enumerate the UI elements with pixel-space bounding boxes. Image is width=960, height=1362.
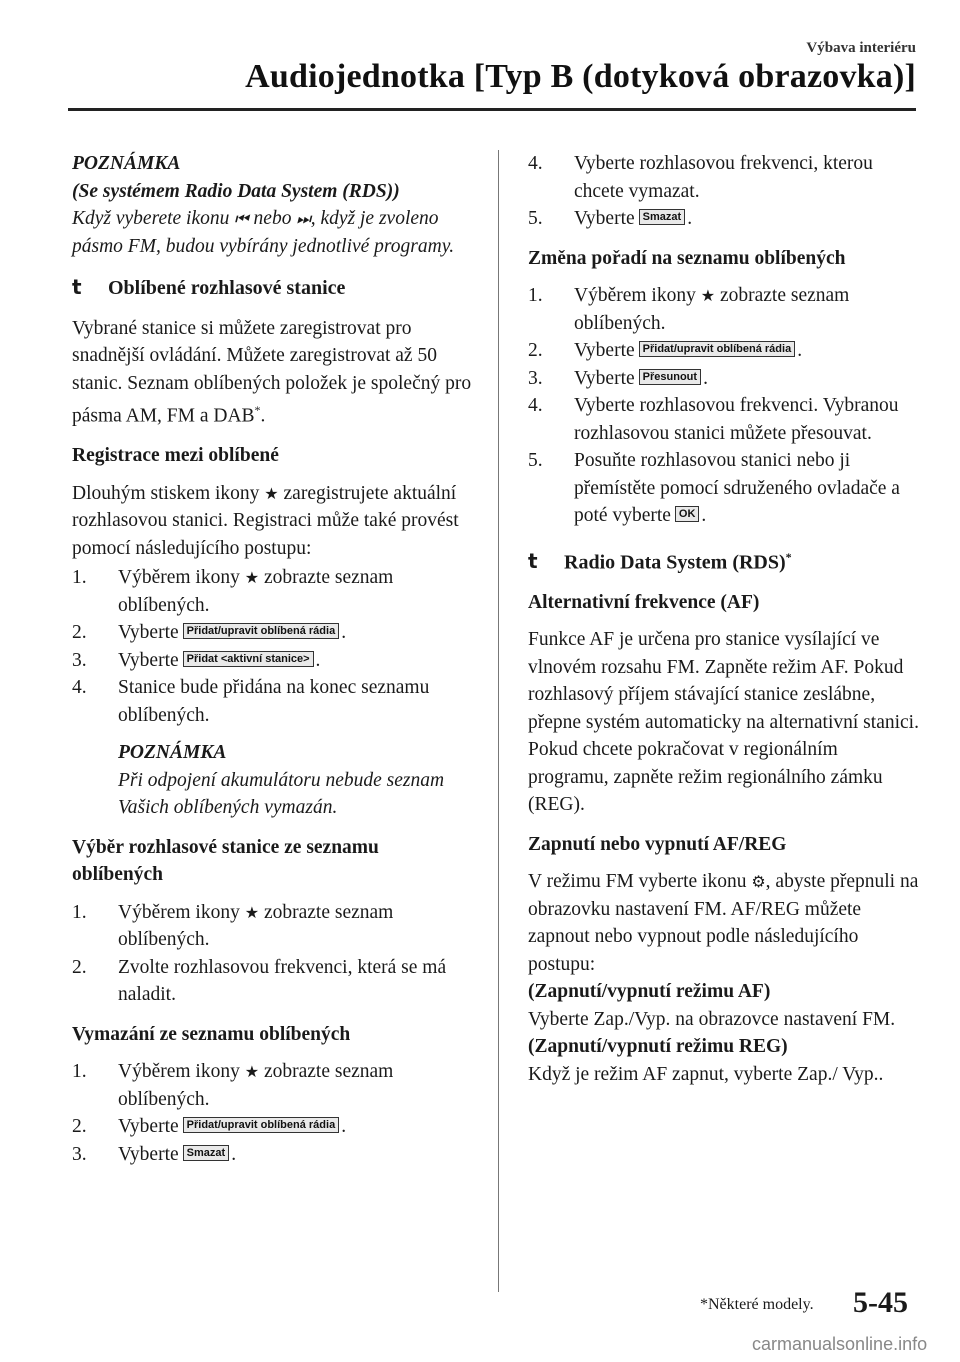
- step-number: 1.: [528, 285, 543, 306]
- ok-button[interactable]: OK: [675, 506, 700, 522]
- add-edit-favorites-button[interactable]: Přidat/upravit oblíbená rádia: [639, 341, 796, 357]
- list-item: [72, 954, 472, 1009]
- step-text: Výběrem ikony: [118, 901, 240, 923]
- registration-heading: Registrace mezi oblíbené: [72, 445, 279, 466]
- onoff-text-part: , abyste přepnuli na obrazovku nastavení FM. AF/REG můžete zapnout nebo vypnout podle následujícího postupu:: [528, 871, 919, 975]
- star-icon: ★: [264, 483, 279, 503]
- list-item: [72, 619, 472, 647]
- step-end: .: [701, 505, 707, 526]
- step-text: zobrazte seznam oblíbených.: [118, 1061, 394, 1110]
- step-end: .: [703, 367, 708, 389]
- seek-back-icon: ⏮: [234, 209, 249, 228]
- step-text: Výběrem ikony: [118, 1061, 240, 1082]
- add-edit-favorites-button[interactable]: Přidat/upravit oblíbená rádia: [183, 623, 340, 639]
- step-text: Posuňte rozhlasovou stanici nebo ji přemístěte pomocí sdruženého ovladače a poté vyberte: [574, 450, 900, 526]
- af-mode-text: Vyberte Zap./Vyp. na obrazovce nastavení FM.: [528, 1008, 896, 1030]
- note-text-part: Když vyberete ikonu: [72, 208, 230, 229]
- favorites-intro: [72, 315, 472, 431]
- add-active-station-button[interactable]: Přidat <aktivní stanice>: [183, 651, 314, 667]
- step-number: 1.: [72, 567, 87, 588]
- list-item: [528, 447, 920, 530]
- note-subheading: (Se systémem Radio Data System (RDS)): [72, 180, 400, 202]
- step-number: 1.: [72, 901, 87, 923]
- step-number: 5.: [528, 450, 543, 471]
- note-heading: POZNÁMKA: [72, 153, 181, 174]
- list-item: [528, 337, 920, 365]
- step-number: 3.: [72, 1143, 87, 1165]
- step-number: 3.: [72, 649, 87, 671]
- delete-button[interactable]: Smazat: [639, 209, 686, 225]
- af-reg-onoff-text: [528, 868, 920, 978]
- header-rule: [68, 108, 916, 111]
- step-number: 1.: [72, 1061, 87, 1082]
- note-text-part: nebo: [253, 208, 292, 229]
- list-item: [528, 205, 920, 233]
- af-text: Funkce AF je určena pro stanice vysílající ve vlnovém rozsahu FM. Zapněte režim AF. Pokud rozhlasový příjem stávající stanice zeslábne, přepne systém automaticky na alternativní stanici.: [528, 629, 919, 733]
- reorder-heading: Změna pořadí na seznamu oblíbených: [528, 247, 846, 269]
- add-edit-favorites-button[interactable]: Přidat/upravit oblíbená rádia: [183, 1117, 340, 1133]
- step-number: 2.: [528, 340, 543, 361]
- step-end: .: [341, 622, 347, 643]
- section-heading-favorites: [72, 274, 472, 303]
- af-reg-onoff-heading: Zapnutí nebo vypnutí AF/REG: [528, 833, 787, 855]
- star-icon: ★: [244, 568, 260, 587]
- right-column: [528, 150, 920, 1088]
- note-heading: POZNÁMKA: [118, 742, 227, 763]
- list-item: [72, 899, 472, 954]
- settings-gear-icon: ⚙: [751, 872, 766, 892]
- list-item: [528, 282, 920, 337]
- move-button[interactable]: Přesunout: [639, 369, 701, 385]
- step-number: 4.: [528, 153, 543, 174]
- step-end: .: [687, 208, 693, 229]
- reg-mode-text: Když je režim AF zapnut, vyberte Zap./ Vyp..: [528, 1063, 884, 1085]
- step-text: Vyberte: [574, 367, 635, 389]
- footnote: *Některé modely.: [700, 1296, 814, 1313]
- step-text: Zvolte rozhlasovou frekvenci, která se má naladit.: [118, 956, 447, 1005]
- list-item: [528, 365, 920, 393]
- note-block: [118, 739, 472, 822]
- step-number: 2.: [72, 1116, 87, 1137]
- note-text: [72, 205, 472, 260]
- footnote-mark: *: [785, 549, 792, 564]
- column-divider: [498, 150, 499, 1292]
- step-number: 4.: [528, 395, 543, 416]
- list-item: [72, 1058, 472, 1113]
- step-text: Vyberte: [118, 622, 179, 643]
- star-icon: ★: [244, 902, 260, 922]
- page-number: 5-45: [853, 1286, 908, 1319]
- list-item: [72, 674, 472, 729]
- selection-heading: Výběr rozhlasové stanice ze seznamu oblíbených: [72, 836, 379, 885]
- step-text: Vyberte rozhlasovou frekvenci. Vybranou rozhlasovou stanici můžete přesouvat.: [574, 395, 899, 444]
- list-item: [72, 564, 472, 619]
- step-number: 5.: [528, 208, 543, 229]
- step-end: .: [315, 649, 321, 671]
- note-text-part: , když je zvoleno pásmo FM, budou vybírány jednotlivé programy.: [72, 208, 455, 257]
- list-item: [528, 150, 920, 205]
- section-title: Radio Data System (RDS): [564, 551, 786, 574]
- step-text: Vyberte: [118, 1143, 179, 1165]
- watermark: carmanualsonline.info: [752, 1334, 928, 1354]
- step-text: Výběrem ikony: [574, 285, 696, 306]
- registration-text-part: zaregistrujete aktuální rozhlasovou stanici. Registraci může také provést pomocí následujícího postupu:: [72, 482, 459, 559]
- reg-mode-heading: (Zapnutí/vypnutí režimu REG): [528, 1036, 788, 1058]
- delete-button[interactable]: Smazat: [183, 1145, 230, 1161]
- step-text: zobrazte seznam oblíbených.: [118, 901, 394, 950]
- step-number: 2.: [72, 622, 87, 643]
- step-text: zobrazte seznam oblíbených.: [574, 285, 850, 334]
- reg-text: Pokud chcete pokračovat v regionálním programu, zapněte režim regionálního zámku (REG).: [528, 739, 883, 816]
- registration-text-part: Dlouhým stiskem ikony: [72, 482, 260, 504]
- star-icon: ★: [700, 286, 716, 305]
- step-end: .: [797, 340, 803, 361]
- step-text: zobrazte seznam oblíbených.: [118, 567, 394, 616]
- af-heading: Alternativní frekvence (AF): [528, 591, 760, 613]
- star-icon: ★: [244, 1062, 260, 1081]
- step-text: Vyberte: [118, 649, 179, 671]
- step-text: Vyberte rozhlasovou frekvenci, kterou chcete vymazat.: [574, 153, 873, 202]
- step-text: Vyberte: [118, 1116, 179, 1137]
- section-heading-rds: [528, 544, 920, 577]
- seek-forward-icon: ⏭: [296, 209, 311, 228]
- section-title: Oblíbené rozhlasové stanice: [108, 277, 346, 299]
- step-end: .: [341, 1116, 347, 1137]
- intro-text: Vybrané stanice si můžete zaregistrovat pro snadnější ovládání. Můžete zaregistrovat až 50 stanic. Seznam oblíbených položek je společný pro pásma AM, FM a DAB: [72, 317, 472, 427]
- step-number: 4.: [72, 677, 87, 698]
- step-number: 2.: [72, 956, 87, 978]
- intro-end: .: [260, 405, 266, 427]
- page-title: Audiojednotka [Typ B (dotyková obrazovka)]: [245, 58, 916, 95]
- step-text: Vyberte: [574, 208, 635, 229]
- onoff-text-part: V režimu FM vyberte ikonu: [528, 871, 747, 893]
- list-item: [528, 392, 920, 447]
- step-text: Výběrem ikony: [118, 567, 240, 588]
- left-column: [72, 150, 472, 1168]
- list-item: [72, 1113, 472, 1141]
- step-number: 3.: [528, 367, 543, 389]
- step-text: Stanice bude přidána na konec seznamu oblíbených.: [118, 677, 430, 726]
- step-text: Vyberte: [574, 340, 635, 361]
- footnote-mark: *: [254, 403, 261, 417]
- registration-text: [72, 480, 472, 563]
- list-item: [72, 647, 472, 675]
- delete-heading: Vymazání ze seznamu oblíbených: [72, 1023, 351, 1045]
- section-marker: t: [528, 549, 538, 574]
- chapter-label: Výbava interiéru: [806, 40, 916, 56]
- step-end: .: [231, 1143, 237, 1165]
- list-item: [72, 1141, 472, 1169]
- section-marker: t: [72, 275, 82, 299]
- note-text: Při odpojení akumulátoru nebude seznam Vašich oblíbených vymazán.: [118, 769, 445, 818]
- af-mode-heading: (Zapnutí/vypnutí režimu AF): [528, 981, 771, 1003]
